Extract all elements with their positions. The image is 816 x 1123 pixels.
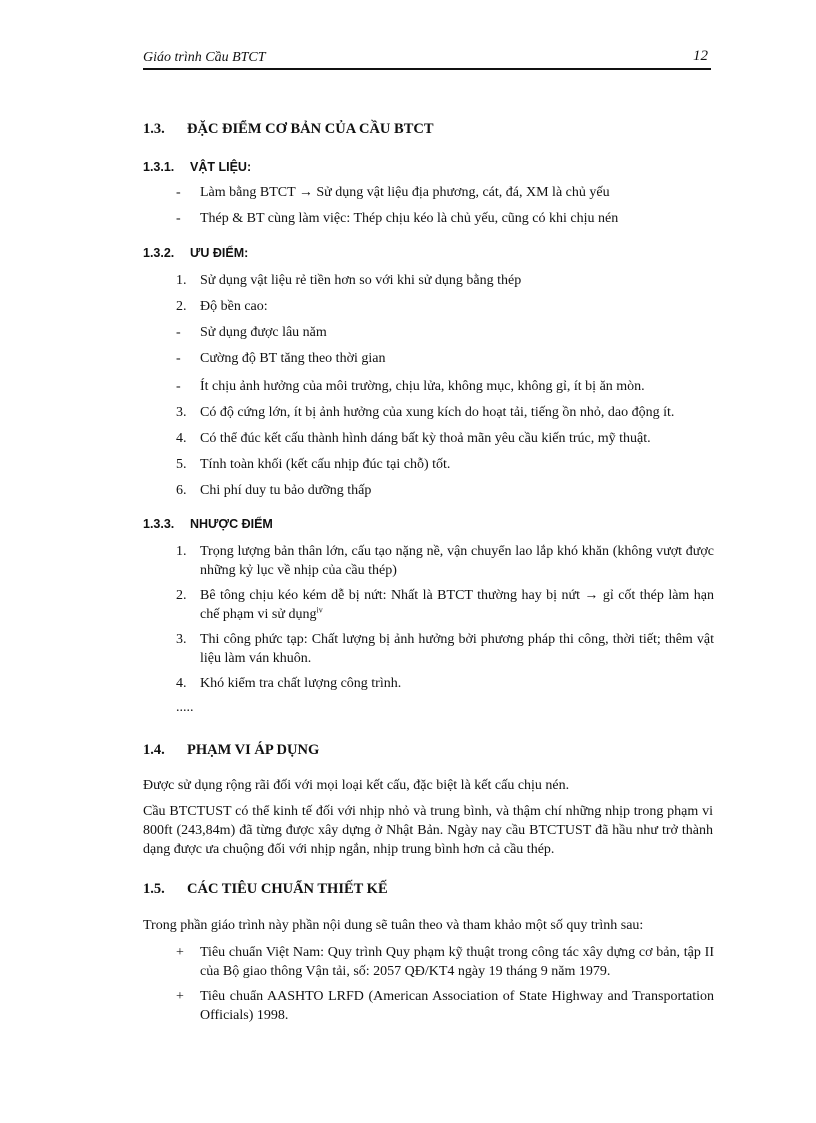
list-item	[176, 630, 716, 668]
section-number: 1.5.	[143, 881, 165, 897]
subsection-number: 1.3.3.	[143, 517, 175, 531]
section-number: 1.4.	[143, 742, 165, 758]
list-marker: 5.	[176, 457, 187, 472]
page-number: 12	[693, 48, 708, 64]
list-text-body: Bê tông chịu kéo kém dễ bị nứt: Nhất là BTCT thường hay bị nứt → gỉ cốt thép làm hạn chế phạm vi sử dụng	[200, 588, 714, 622]
header-title: Giáo trình Cầu BTCT	[143, 50, 266, 65]
subsection-title: NHƯỢC ĐIỂM	[190, 517, 273, 531]
list-marker: 1.	[176, 273, 187, 288]
list-marker: +	[176, 945, 184, 960]
list-text: Thép & BT cùng làm việc: Thép chịu kéo là chủ yếu, cũng có khi chịu nén	[200, 211, 619, 226]
list-marker: 4.	[176, 676, 187, 691]
list-text: Sử dụng vật liệu rẻ tiền hơn so với khi sử dụng bằng thép	[200, 273, 522, 288]
section-title: PHẠM VI ÁP DỤNG	[187, 742, 320, 758]
list-item	[176, 542, 716, 580]
list-text: Trọng lượng bản thân lớn, cấu tạo nặng nề, vận chuyển lao lắp khó khăn (không vượt được những kỷ lục về nhịp của cầu thép)	[200, 544, 714, 578]
list-marker: 1.	[176, 544, 187, 559]
list-text: Tính toàn khối (kết cấu nhịp đúc tại chỗ) tốt.	[200, 457, 451, 472]
section-title: ĐẶC ĐIỂM CƠ BẢN CỦA CẦU BTCT	[187, 121, 434, 137]
paragraph: Trong phần giáo trình này phần nội dung sẽ tuân theo và tham khảo một số quy trình sau:	[143, 918, 644, 933]
list-item	[176, 987, 716, 1025]
subsection-title: ƯU ĐIỂM:	[190, 246, 249, 260]
header-rule	[143, 68, 711, 70]
list-marker: 6.	[176, 483, 187, 498]
list-text: Tiêu chuẩn Việt Nam: Quy trình Quy phạm kỹ thuật trong công tác xây dựng cơ bản, tập II của Bộ giao thông Vận tải, số: 2057 QĐ/KT4 ngày 19 tháng 9 năm 1979.	[200, 945, 714, 979]
list-marker: -	[176, 379, 181, 394]
list-text: Ít chịu ảnh hưởng của môi trường, chịu lửa, không mục, không gỉ, ít bị ăn mòn.	[200, 379, 645, 394]
list-text: Có độ cứng lớn, ít bị ảnh hưởng của xung kích do hoạt tải, tiếng ồn nhỏ, dao động ít.	[200, 405, 675, 420]
list-text: Làm bằng BTCT → Sử dụng vật liệu địa phương, cát, đá, XM là chủ yếu	[200, 185, 610, 200]
list-item	[176, 943, 716, 981]
list-marker: -	[176, 211, 181, 226]
list-text: Độ bền cao:	[200, 299, 268, 314]
subsection-title: VẬT LIỆU:	[190, 160, 252, 174]
list-marker: 2.	[176, 299, 187, 314]
list-text: Cường độ BT tăng theo thời gian	[200, 351, 386, 366]
list-marker: -	[176, 351, 181, 366]
list-text: Chi phí duy tu bảo dưỡng thấp	[200, 483, 372, 498]
paragraph: Cầu BTCTUST có thể kinh tế đối với nhịp nhỏ và trung bình, và thậm chí những nhịp trong phạm vi 800ft (243,84m) đã từng được xây dựng ở Nhật Bản. Ngày nay cầu BTCTUST đã hầu như trở thành dạng được ưa chuộng đối với nhịp ngắn, nhịp trung bình hơn cả cầu thép.	[143, 804, 713, 857]
list-text: Tiêu chuẩn AASHTO LRFD (American Association of State Highway and Transportation Officials) 1998.	[200, 989, 714, 1023]
list-marker: -	[176, 325, 181, 340]
list-text: Sử dụng được lâu năm	[200, 325, 327, 340]
section-title: CÁC TIÊU CHUẨN THIẾT KẾ	[187, 881, 388, 897]
list-text	[200, 586, 714, 624]
footnote-ref[interactable]: iv	[316, 605, 323, 615]
list-text: Khó kiểm tra chất lượng công trình.	[200, 676, 402, 691]
section-number: 1.3.	[143, 121, 165, 137]
list-item	[176, 586, 716, 624]
paragraph: Được sử dụng rộng rãi đối với mọi loại kết cấu, đặc biệt là kết cấu chịu nén.	[143, 778, 570, 793]
subsection-number: 1.3.1.	[143, 160, 175, 174]
list-marker: 2.	[176, 588, 187, 603]
subsection-number: 1.3.2.	[143, 246, 175, 260]
list-marker: 3.	[176, 632, 187, 647]
list-text: Có thể đúc kết cấu thành hình dáng bất kỳ thoả mãn yêu cầu kiến trúc, mỹ thuật.	[200, 431, 651, 446]
ellipsis: .....	[176, 700, 194, 715]
list-marker: +	[176, 989, 184, 1004]
list-marker: -	[176, 185, 181, 200]
list-text: Thi công phức tạp: Chất lượng bị ảnh hưởng bởi phương pháp thi công, thời tiết; thêm vật liệu làm ván khuôn.	[200, 632, 714, 666]
running-header	[143, 48, 710, 68]
list-marker: 3.	[176, 405, 187, 420]
list-marker: 4.	[176, 431, 187, 446]
